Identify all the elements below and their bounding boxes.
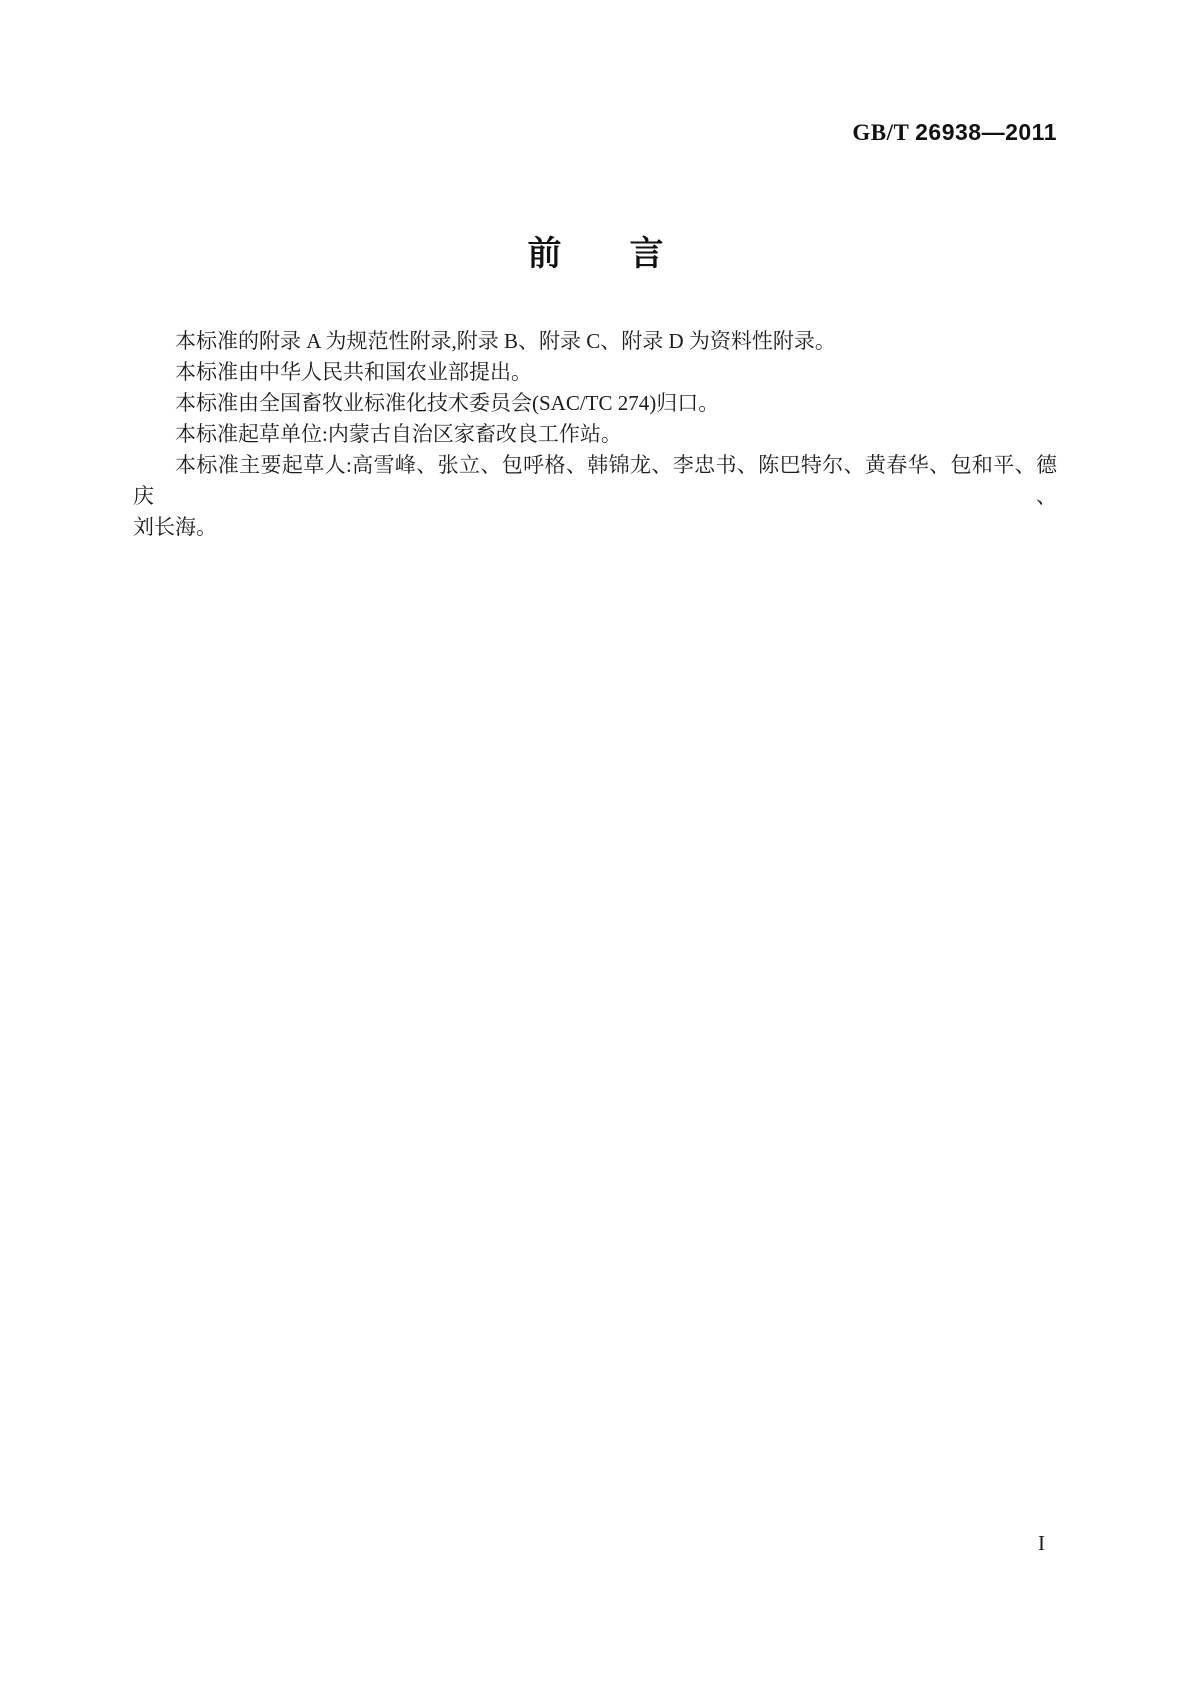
standard-code-header — [852, 119, 1057, 146]
page-title-foreword: 前 言 — [527, 235, 664, 273]
standard-code-number: 26938—2011 — [915, 119, 1057, 145]
foreword-body — [133, 326, 1057, 543]
paragraph-appendix-note: 本标准的附录 A 为规范性附录,附录 B、附录 C、附录 D 为资料性附录。 — [175, 329, 836, 353]
paragraph-centralized-by: 本标准由全国畜牧业标准化技术委员会(SAC/TC 274)归口。 — [175, 391, 720, 415]
paragraph-drafting-organization: 本标准起草单位:内蒙古自治区家畜改良工作站。 — [175, 422, 622, 446]
paragraph-drafters-line2: 刘长海。 — [133, 515, 217, 539]
paragraph-drafters-line1: 本标准主要起草人:高雪峰、张立、包呼格、韩锦龙、李忠书、陈巴特尔、黄春华、包和平、德庆、 — [133, 453, 1057, 508]
page-number: I — [1038, 1531, 1045, 1555]
paragraph-proposed-by: 本标准由中华人民共和国农业部提出。 — [175, 360, 532, 384]
standard-code-prefix: GB/T — [852, 120, 909, 145]
